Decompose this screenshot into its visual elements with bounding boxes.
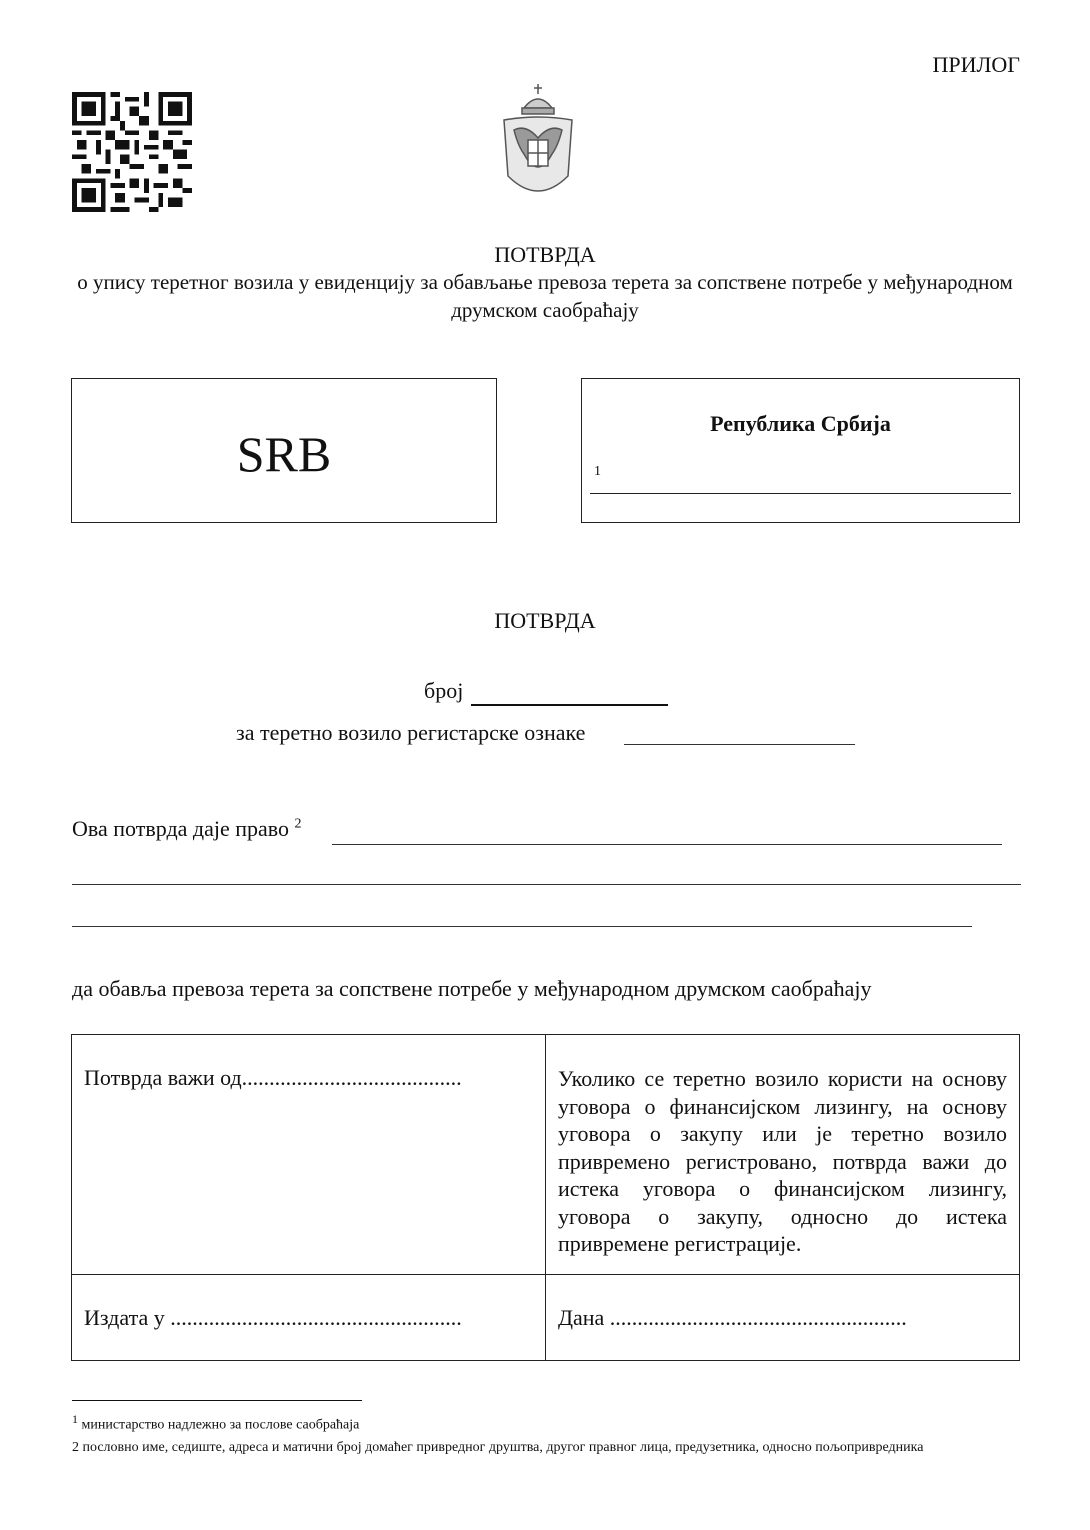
authority-blank-line [590,493,1011,494]
right-holder-blank-line [332,844,1002,845]
validity-table [71,1034,1020,1361]
footnote-ref-2: 2 [294,816,302,832]
purpose-statement: да обавља превоза терета за сопствене потребе у међународном друмском саобраћају [72,976,872,1001]
footnote-ref-1: 1 [594,464,601,479]
valid-from-cell: Потврда важи од........................................ [72,1035,546,1275]
number-label: број [424,678,464,703]
footnote-1 [72,1412,359,1434]
right-statement-label: Ова потврда даје право [72,816,290,841]
footnote-1-number: 1 [72,1412,78,1426]
number-blank-line [471,704,668,706]
country-code-box [71,378,497,523]
authority-title: Република Србија [710,411,891,436]
right-statement [72,816,302,842]
authority-box [581,378,1020,523]
footnote-separator [72,1400,362,1401]
document-subtitle: о упису теретног возила у евиденцију за обављање превоза терета за сопствене потребе у међународном друмском саобраћају [77,270,1013,322]
vehicle-label: за теретно возило регистарске ознаке [236,720,586,745]
footnote-1-text: министарство надлежно за послове саобраћаја [81,1417,360,1433]
date-cell: Дана ...................................................... [546,1275,1020,1361]
right-holder-blank-line-2 [72,884,1021,885]
country-code: SRB [236,426,332,482]
qr-code-icon [72,92,192,212]
footnote-2: 2 пословно име, седиште, адреса и матични број домаћег привредног друштва, другог правног лица, предузетника, односно пољопривредника [72,1440,924,1455]
right-holder-blank-line-3 [72,926,972,927]
table-row [72,1035,1020,1275]
certificate-title: ПОТВРДА [494,608,596,633]
validity-note-cell: Уколико се теретно возило користи на основу уговора о финансијском лизингу, на основу уговора о закупу или је теретно возило привремено регистровано, потврда важи до истека уговора о финансијском лизингу, уговора о закупу, односно до истека привремене регистрације. [546,1035,1020,1275]
issued-in-cell: Издата у ..................................................... [72,1275,546,1361]
vehicle-plate-blank-line [624,744,855,745]
annex-label: ПРИЛОГ [932,52,1020,77]
serbian-coat-of-arms-icon [496,80,580,206]
table-row [72,1275,1020,1361]
document-title: ПОТВРДА [494,242,596,267]
